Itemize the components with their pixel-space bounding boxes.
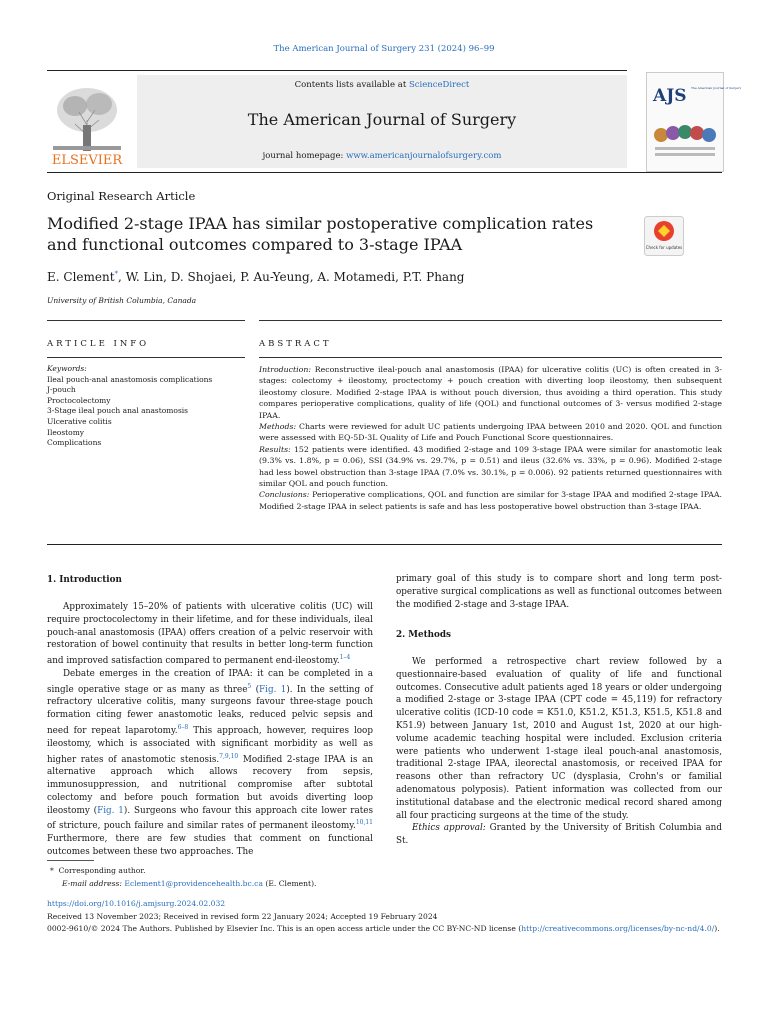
author-name[interactable]: W. Lin: [125, 270, 164, 284]
doi-block: [47, 898, 722, 936]
author-name[interactable]: D. Shojaei: [170, 270, 233, 284]
abstract-label: Conclusions:: [259, 490, 310, 500]
keyword: Ileal pouch-anal anastomosis complications: [47, 374, 213, 384]
abstract-text: Perioperative complications, QOL and function are similar for 3-stage IPAA and modified 2-stage IPAA. Modified 2-stage IPAA in select patients is safe and has less postoperative bowel obstruction than 3-stage IPAA.: [259, 490, 722, 511]
author-name[interactable]: P. Au-Yeung: [240, 270, 310, 284]
divider: [259, 320, 722, 321]
body-right-column-methods: [396, 656, 722, 848]
divider: [47, 544, 722, 545]
keywords-block: [47, 364, 212, 449]
section-heading: 1. Introduction: [47, 575, 122, 585]
footnote-text: (E. Clement).: [262, 878, 317, 888]
paragraph-text: Debate emerges in the creation of IPAA: it can be completed in a single operative stage or as many as three: [47, 668, 373, 695]
article-info-heading: ARTICLE INFO: [47, 339, 150, 349]
running-head[interactable]: The American Journal of Surgery 231 (2024) 96–99: [273, 44, 495, 54]
license-line: [47, 923, 722, 936]
journal-cover-thumbnail[interactable]: [646, 72, 742, 172]
paragraph: [47, 601, 373, 668]
figure-link[interactable]: Fig. 1: [97, 805, 124, 816]
article-title: Modified 2-stage IPAA has similar postoperative complication rates and functional outcomes compared to 3-stage IPAA: [47, 214, 594, 254]
author-name[interactable]: E. Clement: [47, 270, 115, 284]
abstract-introduction: [259, 364, 722, 421]
paragraph-text: Modified 2-stage IPAA is an alternative approach which allows recovery from sepsis, immunosuppression, and nutritional compromise after subtotal colectomy and before pouch formation but avoids diverting loop ileostomy (: [47, 754, 373, 816]
email-label: E-mail address:: [62, 878, 122, 888]
author-name[interactable]: P.T. Phang: [402, 270, 465, 284]
contents-prefix: Contents lists available at: [294, 80, 409, 90]
footnote-text: Corresponding author.: [58, 866, 146, 875]
author-name[interactable]: A. Motamedi: [317, 270, 396, 284]
citation-link[interactable]: 10,11: [355, 819, 373, 827]
body-right-column: [396, 573, 722, 611]
paragraph-text: ). Surgeons who favour this approach cite lower rates of stricture, pouch failure and similar rates of permanent ileostomy.: [47, 805, 373, 832]
abstract-text: Charts were reviewed for adult UC patients undergoing IPAA between 2010 and 2020. QOL and function were assessed with EQ-5D-3L Quality of Life and Pouch Functional Score questionnaires.: [259, 422, 722, 443]
abstract-label: Introduction:: [259, 365, 312, 374]
divider: [259, 357, 722, 358]
footnote: [50, 865, 316, 890]
cover-abbrev: AJS: [653, 86, 687, 106]
sciencedirect-link[interactable]: ScienceDirect: [408, 80, 470, 90]
email-link[interactable]: Eclement1@providencehealth.bc.ca: [124, 878, 263, 888]
paragraph: Debate emerges in the creation of IPAA: it can be completed in a single operative stage or as many as three$^5$ (Fig. 1). In the setting of refractory ulcerative colitis, many surgeons favour three-stage pouch formation citing fewer anastomotic leaks, reduced pelvic sepsis and need for repeat laparotomy.$^{6-8}$ This approach, however, requires loop ileostomy, which is associated with significant morbidity as well as higher rates of anastomotic stenosis.$^{7,9,10}$ Modified 2-stage IPAA is an alternative approach which allows recovery from sepsis, immunosuppression, and nutritional compromise after subtotal colectomy and before pouch formation but avoids diverting loop ileostomy (Fig. 1). Surgeons who favour this approach cite lower rates of stricture, pouch failure and similar rates of permanent ileostomy.$^{10,11}$ Furthermore, there are few studies that comment on functional outcomes between these two approaches. The: [47, 668, 373, 857]
journal-name: The American Journal of Surgery: [247, 110, 517, 129]
check-for-updates-icon[interactable]: [644, 216, 684, 256]
paragraph: We performed a retrospective chart review followed by a questionnaire-based evaluation of quality of life and functional outcomes. Consecutive adult patients aged 18 years or older undergoing a modified 2-stage or 3-stage IPAA (CPT code = 45,119) for refractory ulcerative colitis (ICD-10 code = K51.0, K51.2, K51.3, K51.5, K51.8 and K51.9) between January 1st, 2010 and August 1st, 2020 at our high-volume academic teaching hospital were included. Exclusion criteria were patients who underwent 1-stage ileal pouch-anal anastomosis, traditional 2-stage IPAA, ileorectal anastomosis, or received IPAA for reasons other than refractory UC (dysplasia, Crohn's or familial adenomatous polyposis). Patient information was collected from our institutional database and the electronic medical record shared among all four practicing surgeons at the time of the study.: [396, 657, 722, 821]
section-heading: 2. Methods: [396, 630, 452, 640]
body-left-column: [47, 601, 373, 859]
divider: [47, 357, 245, 358]
cover-title: The American Journal of Surgery: [691, 86, 742, 90]
email-note: [50, 878, 316, 891]
author-list: E. Clement*, W. Lin, D. Shojaei, P. Au-Yeung, A. Motamedi, P.T. Phang: [47, 270, 465, 284]
homepage-link[interactable]: www.americanjournalofsurgery.com: [346, 151, 502, 161]
affiliation: University of British Columbia, Canada: [47, 296, 197, 305]
abstract-body: [259, 364, 722, 512]
abstract-results: [259, 444, 722, 490]
paragraph-label: Ethics approval:: [412, 823, 486, 834]
keyword: Proctocolectomy: [47, 395, 111, 405]
abstract-label: Results:: [259, 444, 291, 454]
figure-link[interactable]: Fig. 1: [259, 684, 287, 695]
paragraph-text: Approximately 15–20% of patients with ulcerative colitis (UC) will require proctocolectomy in their lifetime, and for these individuals, ileal pouch-anal anastomosis (IPAA) offers creation of a pelvic reservoir with restoration of bowel continuity that results in better long-term function and improved satisfaction compared to permanent end-ileostomy.: [47, 602, 373, 667]
masthead-rule-bottom: [47, 172, 722, 173]
citation-link[interactable]: 7,9,10: [219, 752, 239, 760]
doi-link[interactable]: https://doi.org/10.1016/j.amjsurg.2024.02.032: [47, 899, 226, 908]
citation-link[interactable]: 6–8: [177, 724, 189, 732]
contents-line: [137, 80, 627, 90]
abstract-methods: [259, 421, 722, 444]
article-type: Original Research Article: [47, 189, 196, 203]
paragraph: [396, 822, 722, 848]
paragraph-text: ). In the setting of refractory ulcerative colitis, many surgeons favour three-stage pouch formation citing fewer anastomotic leaks, reduced pelvic sepsis and need for repeat laparotomy.: [47, 684, 373, 736]
paragraph-text: This approach, however, requires loop ileostomy, which is associated with significant morbidity as well as higher rates of anastomotic stenosis.: [47, 725, 373, 765]
homepage-line: [137, 151, 627, 161]
abstract-text: Reconstructive ileal-pouch anal anastomosis (IPAA) for ulcerative colitis (UC) is often created in 3-stages: colectomy + ileostomy, proctectomy + pouch creation with diverting loop ileostomy, then subsequent ileostomy closure. Modified 2-stage IPAA is without pouch diversion, thus avoiding a third operation. This study compares perioperative complications, quality of life (QOL) and functional outcomes of 3- versus modified 2-stage IPAA.: [259, 365, 722, 420]
paragraph-text: Furthermore, there are few studies that comment on functional outcomes between these two approaches. The: [47, 834, 373, 857]
keyword: Ileostomy: [47, 427, 85, 437]
abstract-text: 152 patients were identified. 43 modified 2-stage and 109 3-stage IPAA were similar for anastomotic leak (9.3% vs. 1.8%, p = 0.06), SSI (34.9% vs. 29.7%, p = 0.51) and ileus (32.6% vs. 33%, p = 0.96). Modified 2-stage had less bowel obstruction than 3-stage IPAA (7.0% vs. 30.1%, p = 0.006). 92 patients returned questionnaires with similar QOL and pouch function.: [259, 444, 722, 489]
abstract-label: Methods:: [259, 422, 297, 432]
masthead-rule-top: [47, 70, 627, 71]
homepage-prefix: journal homepage:: [262, 151, 347, 161]
abstract-heading: ABSTRACT: [259, 339, 332, 349]
corresponding-mark[interactable]: *: [114, 270, 119, 278]
keyword: J-pouch: [47, 385, 76, 395]
divider: [47, 320, 245, 321]
corresponding-author-note: [50, 865, 316, 878]
citation-link[interactable]: 5: [247, 682, 252, 690]
license-text: ).: [714, 924, 720, 933]
footnote-rule: [47, 860, 94, 861]
elsevier-logo: [47, 80, 127, 168]
received-dates: Received 13 November 2023; Received in revised form 22 January 2024; Accepted 19 February 2024: [47, 911, 438, 921]
keyword: Complications: [47, 438, 102, 448]
paragraph: primary goal of this study is to compare short and long term post-operative surgical complications as well as functional outcomes between the modified 2-stage and 3-stage IPAA.: [396, 574, 722, 610]
license-link[interactable]: http://creativecommons.org/licenses/by-nc-nd/4.0/: [521, 924, 715, 933]
citation-link[interactable]: 1–4: [339, 654, 351, 662]
paragraph-text: Granted by the University of British Columbia and St.: [396, 823, 722, 847]
keyword: Ulcerative colitis: [47, 416, 112, 426]
crossmark-label: Check for updates: [645, 245, 683, 250]
elsevier-wordmark: ELSEVIER: [51, 153, 123, 168]
license-text: 0002-9610/© 2024 The Authors. Published by Elsevier Inc. This is an open access article under the CC BY-NC-ND license (: [47, 924, 522, 933]
keywords-label: Keywords:: [47, 364, 87, 373]
abstract-conclusions: [259, 489, 722, 512]
keyword: 3-Stage ileal pouch anal anastomosis: [47, 406, 189, 416]
footnote-mark: *: [50, 866, 54, 875]
